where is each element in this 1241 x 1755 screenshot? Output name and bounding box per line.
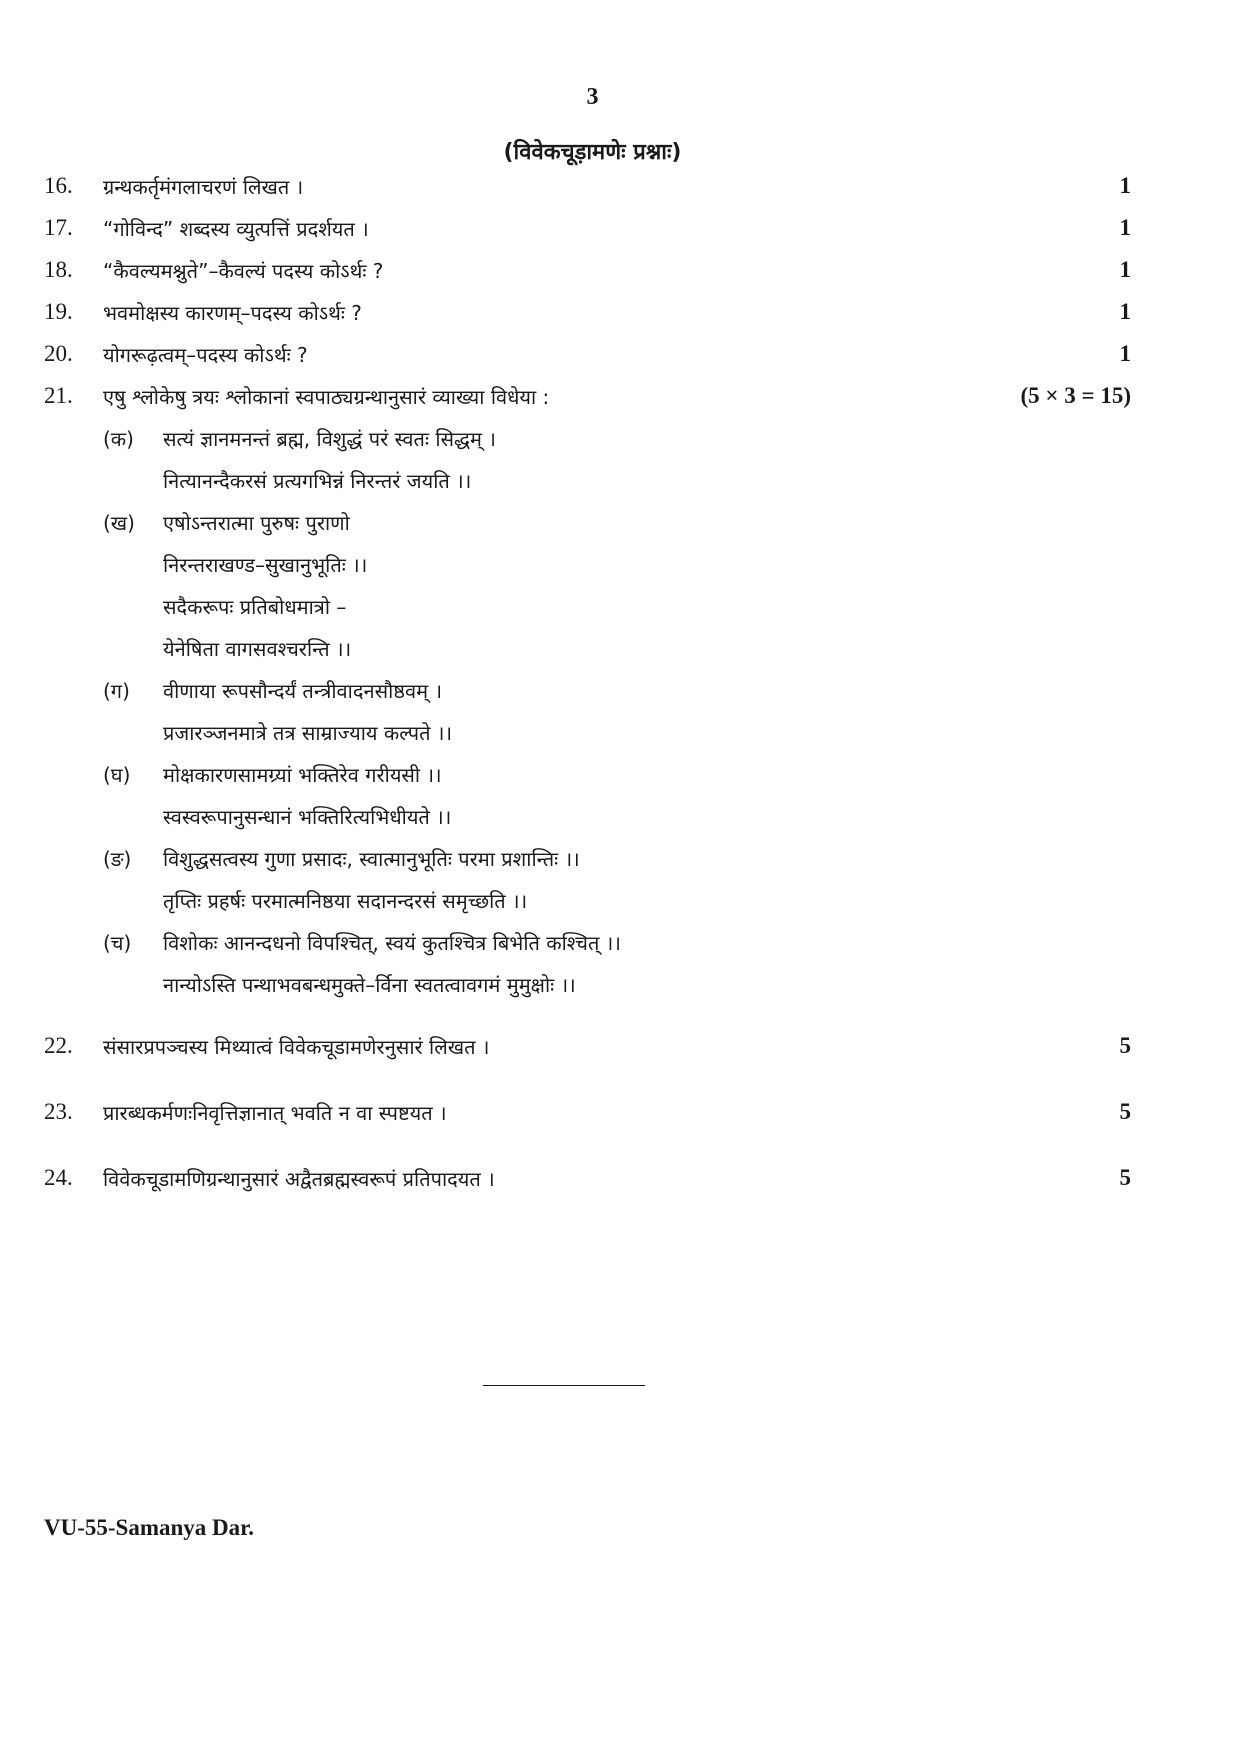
verse-label: (ग)	[103, 679, 130, 703]
question-number: 24.	[44, 1165, 73, 1190]
page-number: 3	[586, 84, 599, 110]
verse-line: स्वस्वरूपानुसन्धानं भक्तिरित्यभिधीयते ।।	[163, 805, 452, 829]
verse-line: तृप्तिः प्रहर्षः परमात्मनिष्ठया सदानन्दरसं समृच्छति ।।	[163, 889, 528, 913]
verse-label: (ङ)	[103, 847, 132, 871]
question-text: भवमोक्षस्य कारणम्–पदस्य कोऽर्थः ?	[103, 301, 362, 325]
verse-line: सत्यं ज्ञानमनन्तं ब्रह्म, विशुद्धं परं स्वतः सिद्धम् ।	[163, 427, 496, 451]
question-marks: 5	[1119, 1099, 1131, 1124]
verse-line: प्रजारञ्जनमात्रे तत्र साम्राज्याय कल्पते ।।	[163, 721, 453, 745]
question-text: एषु श्लोकेषु त्रयः श्लोकानां स्वपाठ्यग्रन्थानुसारं व्याख्या विधेया :	[103, 385, 550, 409]
verse-line: मोक्षकारणसामग्र्यां भक्तिरेव गरीयसी ।।	[163, 763, 442, 787]
question-number: 19.	[44, 299, 73, 324]
question-marks: 1	[1119, 341, 1131, 366]
question-number: 22.	[44, 1033, 73, 1058]
question-marks: 1	[1119, 299, 1131, 324]
verse-line: विशोकः आनन्दधनो विपश्चित्, स्वयं कुतश्चित्र बिभेति कश्चित् ।।	[163, 931, 621, 955]
section-title: (विवेकचूड़ामणेः प्रश्नाः)	[503, 140, 682, 165]
question-text: प्रारब्धकर्मणःनिवृत्तिज्ञानात् भवति न वा स्पष्टयत ।	[103, 1101, 447, 1125]
question-text: ग्रन्थकर्तृमंगलाचरणं लिखत ।	[103, 175, 304, 199]
verse-label: (ख)	[103, 511, 135, 535]
question-number: 20.	[44, 341, 73, 366]
question-marks: 1	[1119, 215, 1131, 240]
verse-label: (च)	[103, 931, 132, 955]
verse-line: एषोऽन्तरात्मा पुरुषः पुराणो	[163, 511, 350, 535]
question-text: विवेकचूडामणिग्रन्थानुसारं अद्वैतब्रह्मस्वरूपं प्रतिपादयत ।	[103, 1167, 495, 1191]
question-number: 16.	[44, 173, 73, 198]
end-divider	[483, 1385, 645, 1386]
question-number: 17.	[44, 215, 73, 240]
verse-label: (क)	[103, 427, 134, 451]
question-marks: 1	[1119, 257, 1131, 282]
question-number: 21.	[44, 383, 73, 408]
verse-line: सदैकरूपः प्रतिबोधमात्रो –	[163, 595, 347, 619]
question-text: “गोविन्द” शब्दस्य व्युत्पत्तिं प्रदर्शयत ।	[103, 217, 369, 241]
question-number: 23.	[44, 1099, 73, 1124]
verse-line: नित्यानन्दैकरसं प्रत्यगभिन्नं निरन्तरं जयति ।।	[163, 469, 472, 493]
verse-line: येनेषिता वागसवश्चरन्ति ।।	[163, 637, 352, 661]
verse-line: नान्योऽस्ति पन्थाभवबन्धमुक्ते–र्विना स्वतत्वावगमं मुमुक्षोः ।।	[163, 973, 576, 997]
question-marks: 1	[1119, 173, 1131, 198]
question-marks: (5 × 3 = 15)	[1020, 383, 1131, 408]
question-marks: 5	[1119, 1165, 1131, 1190]
question-text: योगरूढ़त्वम्–पदस्य कोऽर्थः ?	[103, 343, 308, 367]
verse-label: (घ)	[103, 763, 131, 787]
verse-line: वीणाया रूपसौन्दर्यं तन्त्रीवादनसौष्ठवम् ।	[163, 679, 443, 703]
verse-line: विशुद्धसत्वस्य गुणा प्रसादः, स्वात्मानुभूतिः परमा प्रशान्तिः ।।	[163, 847, 580, 871]
question-text: “कैवल्यमश्नुते”–कैवल्यं पदस्य कोऽर्थः ?	[103, 259, 384, 283]
question-number: 18.	[44, 257, 73, 282]
verse-line: निरन्तराखण्ड–सुखानुभूतिः ।।	[163, 553, 368, 577]
question-text: संसारप्रपञ्चस्य मिथ्यात्वं विवेकचूडामणेरनुसारं लिखत ।	[103, 1035, 490, 1059]
paper-code: VU-55-Samanya Dar.	[44, 1515, 254, 1540]
question-marks: 5	[1119, 1033, 1131, 1058]
